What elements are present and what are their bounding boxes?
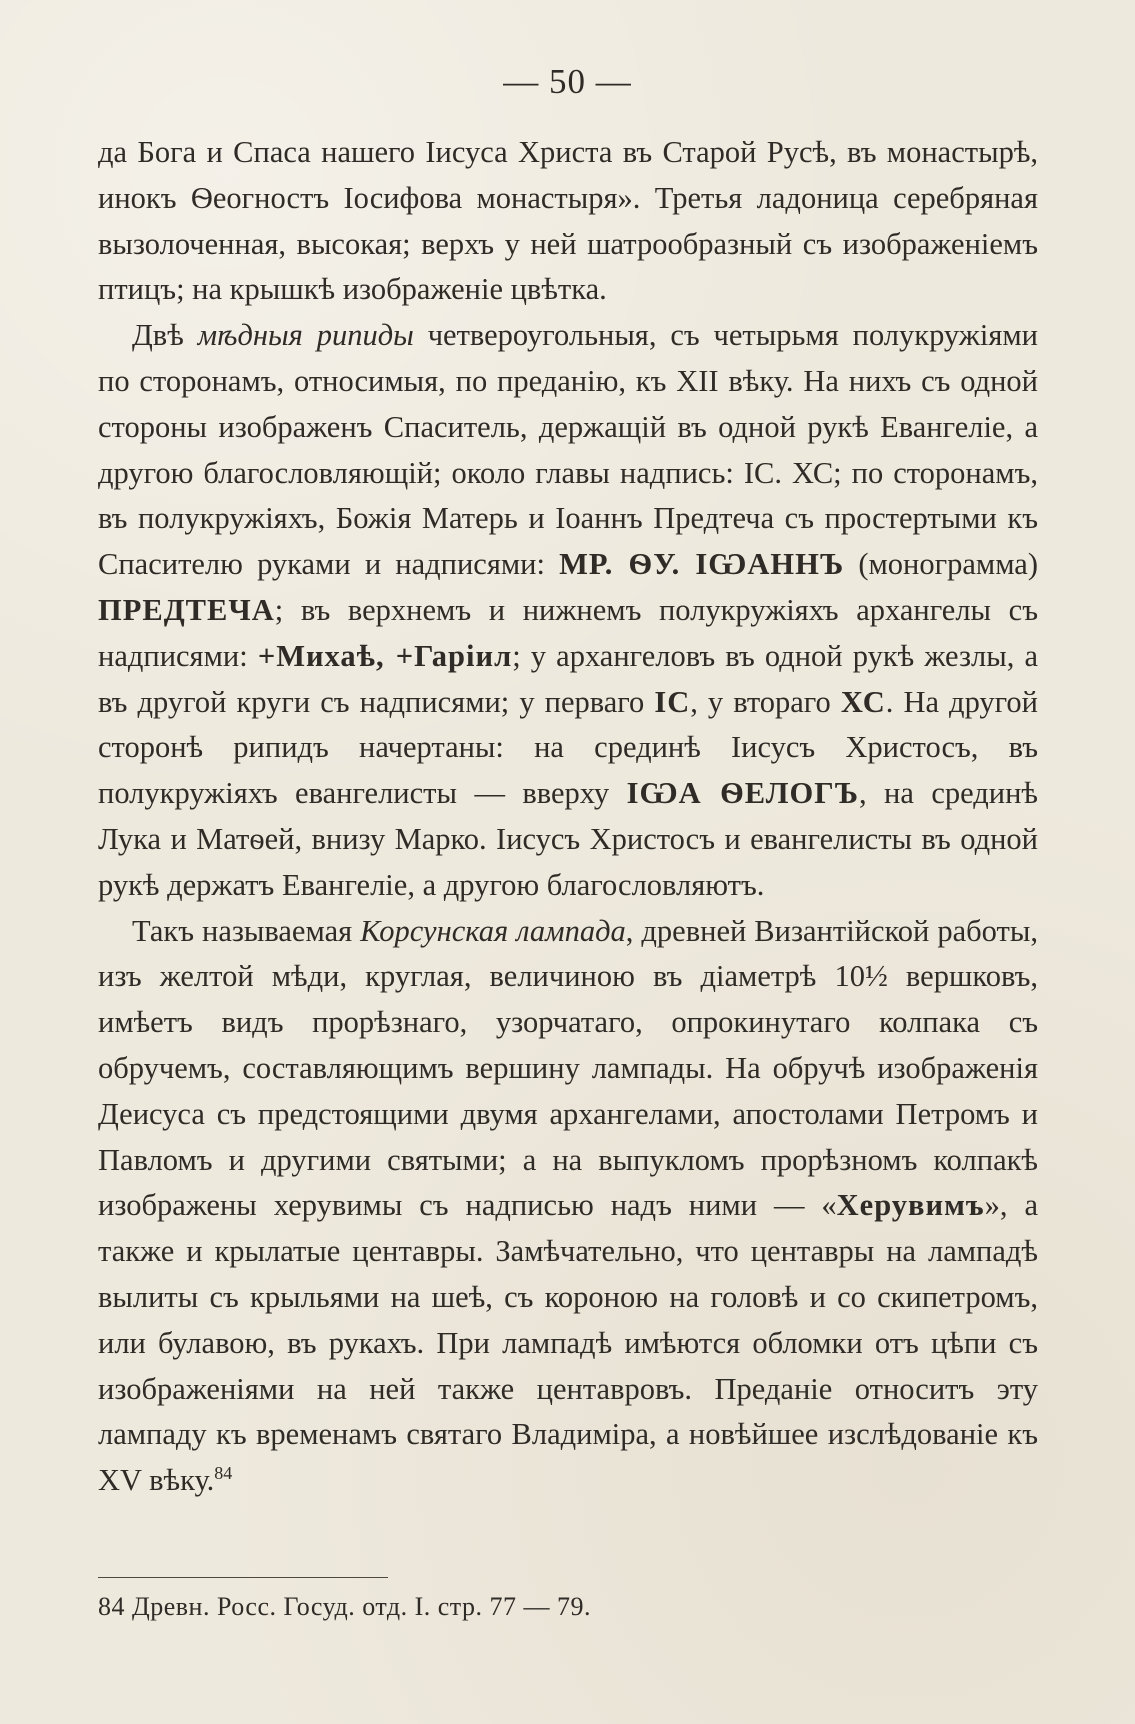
slavonic-inscription-2: ПРЕДТЕЧА <box>98 592 275 627</box>
slavonic-inscription-3: +Михаѣ, +Гаріил <box>257 638 513 673</box>
paragraph-2-text-3: ; въ верхнемъ и нижнемъ полукружіяхъ архангелы съ надписями: <box>98 592 1038 673</box>
slavonic-inscription-6: ІѠА ѲЕЛОГЪ <box>626 776 859 811</box>
paragraph-3-lead: Такъ называемая <box>132 913 361 948</box>
paragraph-2-text-4: ; у архангеловъ въ одной рукѣ жезлы, а въ другой круги съ надписями; у перваго <box>98 638 1038 719</box>
footnote-text: 84 Древн. Росс. Госуд. отд. I. стр. 77 — 79. <box>98 1592 591 1621</box>
paragraph-2 <box>98 313 1038 908</box>
footnote-divider <box>98 1577 388 1578</box>
slavonic-inscription-4: ІС <box>654 684 691 719</box>
paragraph-3-text-2: », а также и крылатые центавры. Замѣчательно, что центавры на лампадѣ вылиты съ крыльями на шеѣ, съ короною на головѣ и со скипетромъ, или булавою, въ рукахъ. При лампадѣ имѣются обломки отъ цѣпи съ изображеніями на ней также центавровъ. Преданіе относитъ эту лампаду къ временамъ святаго Владиміра, а новѣйшее изслѣдованіе къ XV вѣку. <box>98 1188 1038 1498</box>
slavonic-inscription-7: Херувимъ <box>836 1188 985 1223</box>
page-number: — 50 — <box>503 62 632 101</box>
paragraph-2-text-5: , у втораго <box>690 684 841 719</box>
paragraph-1: да Бога и Спаса нашего Іисуса Христа въ Старой Русѣ, въ монастырѣ, инокъ Ѳеогностъ Іосифова монастыря». Третья ладоница серебряная вызолоченная, высокая; верхъ у ней шатрообразный съ изображеніемъ птицъ; на крышкѣ изображеніе цвѣтка. <box>98 135 1038 307</box>
main-text <box>98 130 1038 1504</box>
slavonic-inscription-1: МР. ѲУ. ІѠАННЪ <box>559 547 845 582</box>
paragraph-3-text-1: , древней Византійской работы, изъ желтой мѣди, круглая, величиною въ діаметрѣ 10½ вершковъ, имѣетъ видъ прорѣзнаго, узорчатаго, опрокинутаго колпака съ обручемъ, составляющимъ вершину лампады. На обручѣ изображенія Деисуса съ предстоящими двумя архангелами, апостолами Петромъ и Павломъ и другими святыми; а на выпукломъ прорѣзномъ колпакѣ изображены херувимы съ надписью надъ ними — « <box>98 913 1038 1223</box>
slavonic-inscription-5: ХС <box>840 684 886 719</box>
paragraph-2-text-2: (монограмма) <box>844 547 1039 582</box>
paragraph-2-lead: Двѣ <box>132 318 198 353</box>
paragraph-3 <box>98 909 1038 1504</box>
paragraph-2-text-6: . На другой сторонѣ рипидъ начертаны: на срединѣ Іисусъ Христосъ, въ полукружіяхъ евангелисты — вверху <box>98 684 1038 811</box>
emphasis-lampada: Корсунская лампада <box>360 913 626 948</box>
paragraph-2-text-7: , на срединѣ Лука и Матѳей, внизу Марко. Іисусъ Христосъ и евангелисты въ одной рукѣ держатъ Евангеліе, а другою благословляютъ. <box>98 776 1038 902</box>
footnote-reference: 84 <box>214 1462 233 1483</box>
emphasis-ripidy: мѣдныя рипиды <box>197 318 414 353</box>
paragraph-2-text-1: четвероугольныя, съ четырьмя полукружіями по сторонамъ, относимыя, по преданію, къ XII вѣку. На нихъ съ одной стороны изображенъ Спаситель, держащій въ одной рукѣ Евангеліе, а другою благословляющій; около главы надпись: ІС. ХС; по сторонамъ, въ полукружіяхъ, Божія Матерь и Іоаннъ Предтеча съ простертыми къ Спасителю руками и надписями: <box>98 318 1038 582</box>
